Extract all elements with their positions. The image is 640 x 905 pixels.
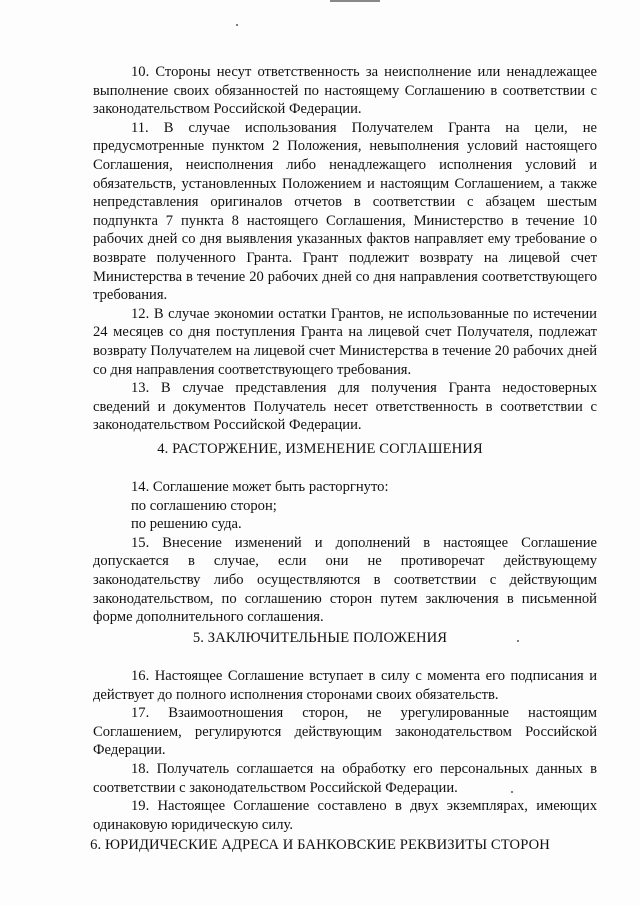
section-6-heading: 6. ЮРИДИЧЕСКИЕ АДРЕСА И БАНКОВСКИЕ РЕКВИЗИТЫ СТОРОН [90, 837, 550, 853]
paragraph-19: 19. Настоящее Соглашение составлено в двух экземплярах, имеющих одинаковую юридическую силу. [93, 798, 597, 833]
section-3-body [93, 63, 597, 435]
paragraph-14-option-2: по решению суда. [131, 516, 242, 533]
scan-speck [236, 24, 238, 26]
paragraph-12: 12. В случае экономии остатки Грантов, не использованные по истечении 24 месяцев со дня поступления Гранта на лицевой счет Получателя, подлежат возврату Получателем на лицевой счет Министерства в течение 20 рабочих дней со дня направления соответствующего требования. [93, 305, 597, 378]
paragraph-13: 13. В случае представления для получения Гранта недостоверных сведений и документов Получатель несет ответственность в соответствии с законодательством Российской Федерации. [93, 380, 597, 434]
paragraph-14-option-1: по соглашению сторон; [131, 497, 277, 514]
section-4-body [93, 478, 597, 627]
paragraph-17: 17. Взаимоотношения сторон, не урегулированные настоящим Соглашением, регулируются действующим законодательством Российской Федерации. [93, 705, 597, 759]
paragraph-14: 14. Соглашение может быть расторгнуто: [131, 479, 389, 495]
section-5-heading: 5. ЗАКЛЮЧИТЕЛЬНЫЕ ПОЛОЖЕНИЯ [192, 630, 448, 646]
paragraph-16: 16. Настоящее Соглашение вступает в силу с момента его подписания и действует до полного исполнения сторонами своих обязательств. [93, 668, 597, 703]
paragraph-10: 10. Стороны несут ответственность за неисполнение или ненадлежащее выполнение своих обязанностей по настоящему Соглашению в соответствии с законодательством Российской Федерации. [93, 64, 597, 118]
paragraph-11: 11. В случае использования Получателем Гранта на цели, не предусмотренные пунктом 2 Положения, невыполнения условий настоящего Соглашения, неисполнения либо ненадлежащего исполнения условий и обязательств, установленных Положением и настоящим Соглашением, а также непредставления оригиналов отчетов в соответствии с абзацем шестым подпункта 7 пункта 8 настоящего Соглашения, Министерство в течение 10 рабочих дней со дня выявления указанных фактов направляет ему требование о возврате полученного Гранта. Грант подлежит возврату на лицевой счет Министерства в течение 20 рабочих дней со дня направления соответствующего требования. [93, 119, 597, 304]
section-4-heading: 4. РАСТОРЖЕНИЕ, ИЗМЕНЕНИЕ СОГЛАШЕНИЯ [157, 441, 483, 457]
section-5-body [93, 667, 597, 834]
paragraph-15: 15. Внесение изменений и дополнений в настоящее Соглашение допускается в случае, если они не противоречат действующему законодательству либо осуществляются в соответствии с действующим законодательством, по соглашению сторон путем заключения в письменной форме дополнительного соглашения. [93, 534, 597, 626]
paragraph-18: 18. Получатель соглашается на обработку его персональных данных в соответствии с законодательством Российской Федерации. [93, 760, 597, 796]
scan-artifact-line [330, 0, 380, 2]
